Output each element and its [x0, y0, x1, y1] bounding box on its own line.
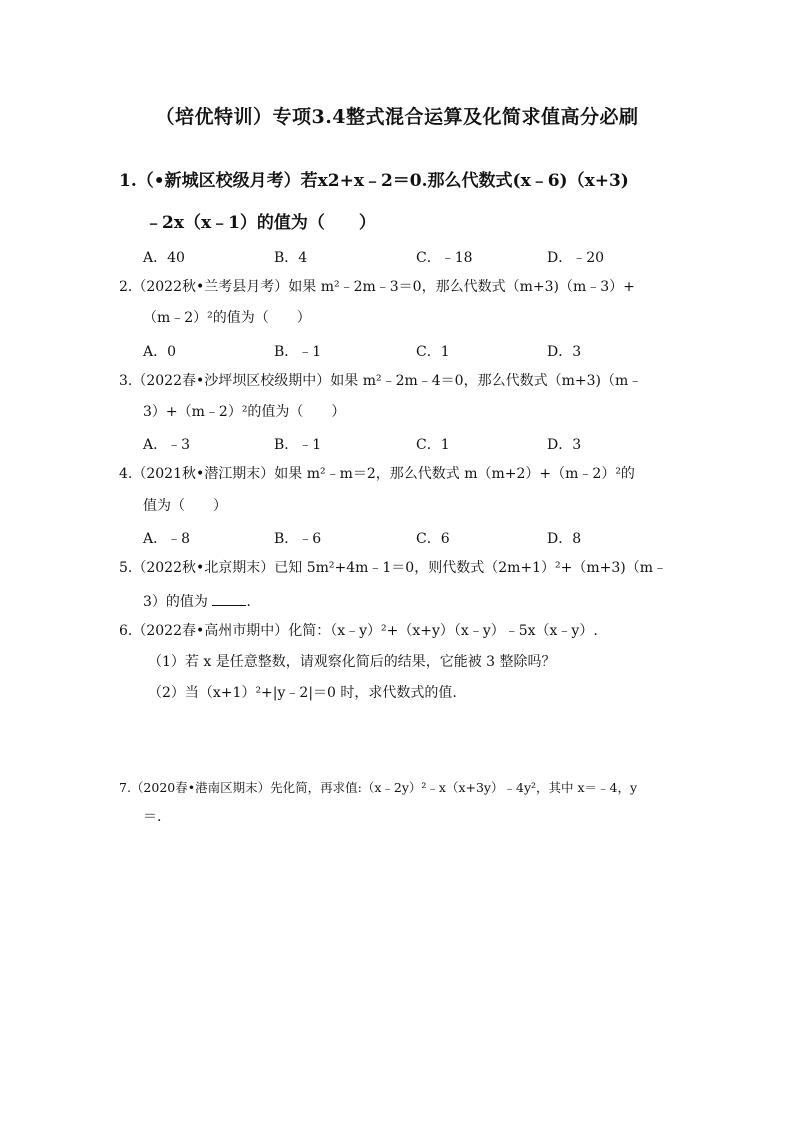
option-b: B．4: [274, 250, 308, 266]
option-c: C．6: [416, 531, 450, 547]
option-d: D．3: [547, 437, 582, 453]
page-title: （培优特训）专项3.4整式混合运算及化简求值高分必刷: [155, 106, 639, 128]
question-5-stem-text: 3）的值为: [143, 594, 208, 610]
option-d: D．8: [547, 531, 582, 547]
question-7-stem-line2: ＝.: [143, 809, 162, 825]
option-b: B．﹣1: [274, 437, 322, 453]
question-5-stem-line1: 5.（2022秋•北京期末）已知 5m²+4m﹣1＝0，则代数式（2m+1）²+（m+3)（m﹣: [119, 560, 668, 576]
option-d: D．﹣20: [547, 250, 605, 266]
question-5-period: .: [246, 594, 251, 610]
option-a: A．0: [143, 344, 177, 360]
question-1-options: [143, 247, 663, 265]
question-3-stem-line2: 3）+（m﹣2）²的值为（ ）: [143, 404, 346, 420]
option-c: C．1: [416, 437, 450, 453]
question-5-stem-line2: [143, 591, 251, 611]
question-6-stem: 6.（2022春•高州市期中）化简：（x﹣y）²+（x+y）（x﹣y）﹣5x（x﹣y）.: [119, 623, 598, 639]
option-b: B．﹣6: [274, 531, 322, 547]
option-a: A．﹣8: [143, 531, 191, 547]
question-6-part-2: （2）当（x+1）²+|y﹣2|＝0 时，求代数式的值.: [148, 685, 457, 701]
question-3-options: [143, 434, 663, 452]
question-4-stem-line1: 4.（2021秋•潜江期末）如果 m²﹣m＝2，那么代数式 m（m+2）+（m﹣2）²的: [119, 466, 635, 482]
option-c: C．﹣18: [416, 250, 473, 266]
option-c: C．1: [416, 344, 450, 360]
question-7-stem-line1: 7.（2020春•港南区期末）先化简，再求值:（x﹣2y）²﹣x（x+3y）﹣4y²，其中 x＝﹣4，y: [119, 780, 638, 795]
question-2-stem-line2: （m﹣2）²的值为（ ）: [143, 310, 311, 326]
option-d: D．3: [547, 344, 582, 360]
question-1-stem-line2: ﹣2x（x﹣1）的值为（ ）: [145, 213, 376, 233]
question-3-stem-line1: 3.（2022春•沙坪坝区校级期中）如果 m²﹣2m﹣4＝0，那么代数式（m+3)（m﹣: [119, 373, 643, 389]
question-6-part-1: （1）若 x 是任意整数，请观察化简后的结果，它能被 3 整除吗？: [148, 654, 556, 670]
question-1-stem-line1: 1.（•新城区校级月考）若x2+x﹣2＝0.那么代数式(x﹣6)（x+3): [119, 171, 629, 191]
answer-blank: [212, 591, 246, 606]
question-4-options: [143, 528, 663, 546]
option-a: A．40: [143, 250, 185, 266]
option-a: A．﹣3: [143, 437, 191, 453]
option-b: B．﹣1: [274, 344, 322, 360]
question-2-options: [143, 341, 663, 359]
question-4-stem-line2: 值为（ ）: [143, 498, 227, 514]
question-2-stem-line1: 2.（2022秋•兰考县月考）如果 m²﹣2m﹣3＝0，那么代数式（m+3)（m﹣3）+: [119, 279, 635, 295]
